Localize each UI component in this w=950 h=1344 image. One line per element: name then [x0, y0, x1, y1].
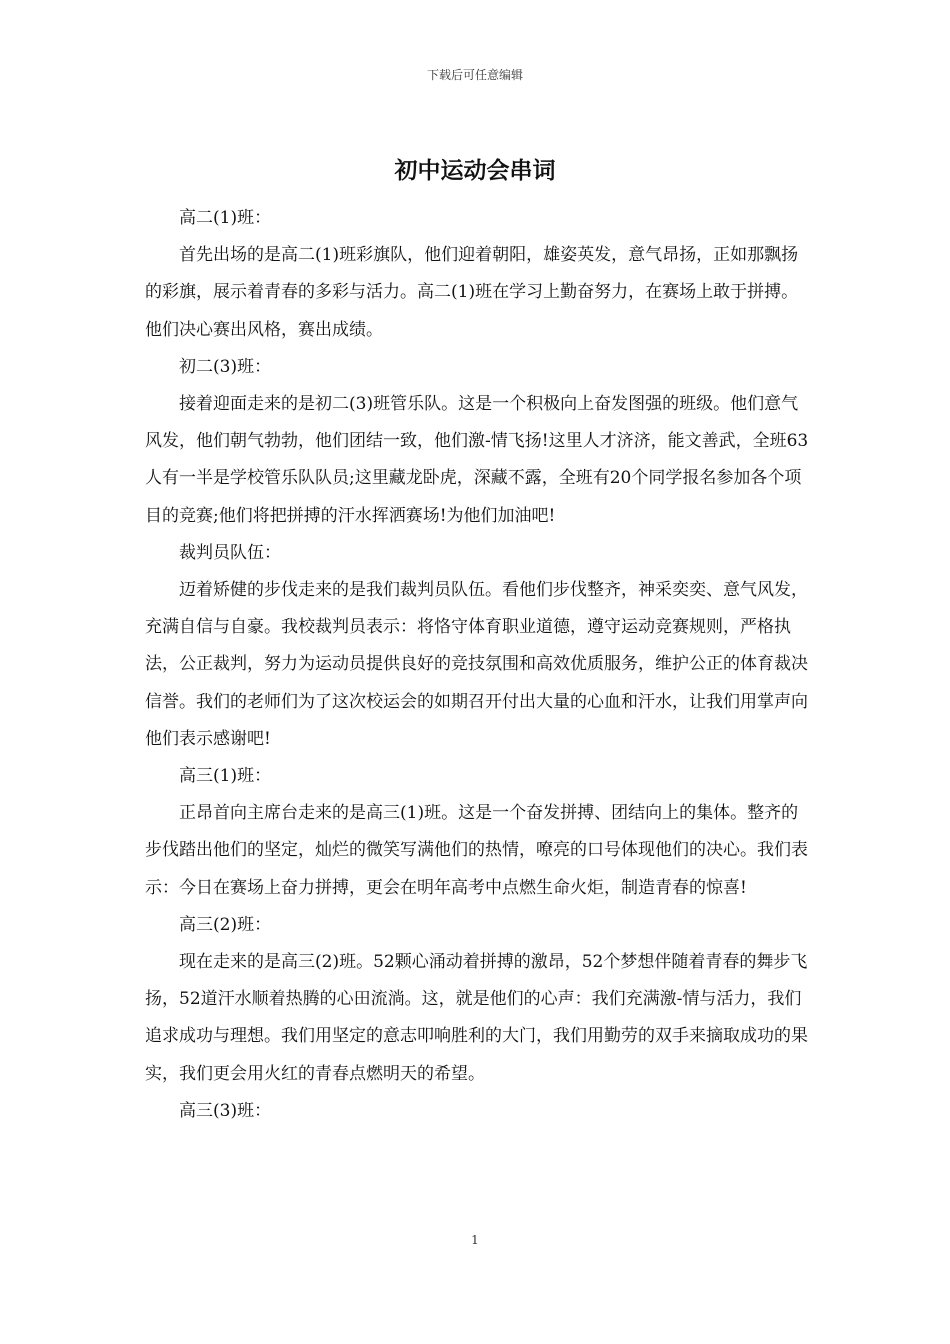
paragraph-class-g3-1: 正昂首向主席台走来的是高三(1)班。这是一个奋发拼搏、团结向上的集体。整齐的步伐踏出他们的坚定，灿烂的微笑写满他们的热情，嘹亮的口号体现他们的决心。我们表示：今日在赛场上奋力拼搏，更会在明年高考中点燃生命火炬，制造青春的惊喜! [145, 803, 808, 898]
paragraph-heading-referees: 裁判员队伍： [179, 542, 281, 563]
paragraph-class-g3-2: 现在走来的是高三(2)班。52颗心涌动着拼搏的激昂，52个梦想伴随着青春的舞步飞扬，52道汗水顺着热腾的心田流淌。这，就是他们的心声：我们充满激-情与活力，我们追求成功与理想。我们用坚定的意志叩响胜利的大门，我们用勤劳的双手来摘取成功的果实，我们更会用火红的青春点燃明天的希望。 [145, 952, 808, 1084]
page-header-note: 下载后可任意编辑 [426, 68, 523, 82]
paragraph-referees: 迈着矫健的步伐走来的是我们裁判员队伍。看他们步伐整齐，神采奕奕、意气风发，充满自信与自豪。我校裁判员表示：将恪守体育职业道德，遵守运动竞赛规则，严格执法，公正裁判，努力为运动员提供良好的竞技氛围和高效优质服务，维护公正的体育裁决信誉。我们的老师们为了这次校运会的如期召开付出大量的心血和汗水，让我们用掌声向他们表示感谢吧! [145, 580, 808, 749]
paragraph-class-g2-1: 首先出场的是高二(1)班彩旗队，他们迎着朝阳，雄姿英发，意气昂扬，正如那飘扬的彩旗，展示着青春的多彩与活力。高二(1)班在学习上勤奋努力，在赛场上敢于拼搏。他们决心赛出风格，赛出成绩。 [145, 245, 799, 340]
document-title: 初中运动会串词 [394, 157, 556, 184]
page-number: 1 [471, 1233, 479, 1247]
paragraph-heading-class-g2-1: 高二(1)班： [179, 208, 272, 228]
paragraph-heading-class-g3-1: 高三(1)班： [179, 766, 272, 787]
document-body [145, 200, 813, 1130]
paragraph-heading-class-c2-3: 初二(3)班： [179, 356, 272, 377]
paragraph-class-c2-3: 接着迎面走来的是初二(3)班管乐队。这是一个积极向上奋发图强的班级。他们意气风发，他们朝气勃勃，他们团结一致，他们激-情飞扬!这里人才济济，能文善武，全班63人有一半是学校管乐队队员;这里藏龙卧虎，深藏不露，全班有20个同学报名参加各个项目的竞赛;他们将把拼搏的汗水挥洒赛场!为他们加油吧! [145, 394, 809, 526]
paragraph-heading-class-g3-3: 高三(3)班： [179, 1100, 272, 1121]
paragraph-heading-class-g3-2: 高三(2)班： [179, 914, 272, 935]
